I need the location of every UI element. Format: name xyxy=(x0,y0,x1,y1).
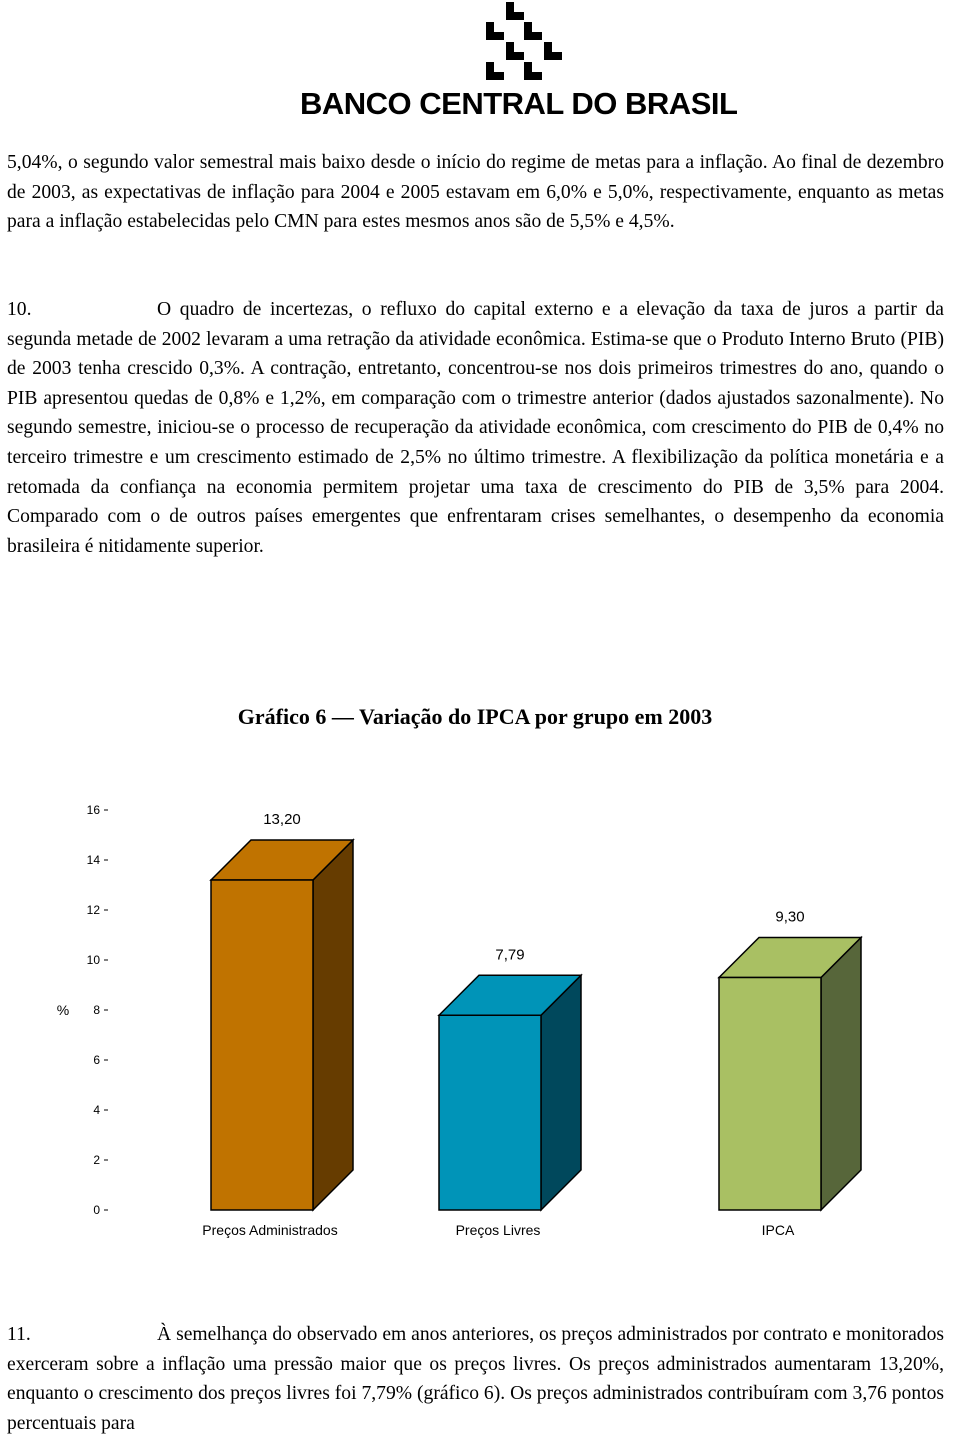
y-axis-label: % xyxy=(56,1002,70,1018)
paragraph-number: 11. xyxy=(7,1324,31,1345)
y-tick-label: 14 xyxy=(86,853,100,867)
bar-data-label: 9,30 xyxy=(775,908,805,926)
y-tick-label: 2 xyxy=(93,1153,100,1167)
paragraph-10 xyxy=(7,295,944,561)
x-category-label: Preços Administrados xyxy=(202,1222,338,1238)
y-tick-label: 4 xyxy=(93,1103,100,1117)
bar-side xyxy=(821,938,861,1211)
y-tick-label: 16 xyxy=(86,803,100,817)
banco-central-logo-icon xyxy=(480,2,575,84)
paragraph-text: À semelhança do observado em anos anteriores, os preços administrados por contrato e monitorados exerceram sobre a inflação uma pressão maior que os preços livres. Os preços administrados aumentaram 13,20%, enquanto o crescimento dos preços livres foi 7,79% (gráfico 6). Os preços administrados contribuíram com 3,76 pontos percentuais para xyxy=(7,1324,944,1434)
y-tick-label: 6 xyxy=(93,1053,100,1067)
bar-data-label: 7,79 xyxy=(495,946,525,964)
chart-title: Gráfico 6 — Variação do IPCA por grupo em 2003 xyxy=(237,704,713,729)
paragraph-text: O quadro de incertezas, o refluxo do capital externo e a elevação da taxa de juros a partir da segunda metade de 2002 levaram a uma retração da atividade econômica. Estima-se que o Produto Interno Bruto (PIB) de 2003 tenha crescido 0,3%. A contração, entretanto, concentrou-se nos dois primeiros trimestres do ano, quando o PIB apresentou quedas de 0,8% e 1,2%, em comparação com o trimestre anterior (dados ajustados sazonalmente). No segundo semestre, iniciou-se o processo de recuperação da atividade econômica, com crescimento do PIB de 0,4% no terceiro trimestre e um crescimento estimado de 2,5% no último trimestre. A flexibilização da política monetária e a retomada da confiança na economia permitem projetar uma taxa de crescimento do PIB de 3,5% para 2004. Comparado com o de outros países emergentes que enfrentaram crises semelhantes, o desempenho da economia brasileira é nitidamente superior. xyxy=(7,299,944,557)
y-tick-label: 8 xyxy=(93,1003,100,1017)
bank-name: BANCO CENTRAL DO BRASIL xyxy=(300,86,738,121)
x-category-label: IPCA xyxy=(761,1222,795,1238)
paragraph-11 xyxy=(7,1320,944,1438)
bar xyxy=(439,1015,541,1210)
bar xyxy=(211,880,313,1210)
bar-chart xyxy=(0,790,960,1250)
bar-data-label: 13,20 xyxy=(263,811,301,828)
page-header xyxy=(0,0,960,130)
y-tick-label: 10 xyxy=(86,953,100,967)
bar-side xyxy=(541,975,581,1210)
x-category-label: Preços Livres xyxy=(455,1222,541,1238)
bar-side xyxy=(313,840,353,1210)
paragraph-1: 5,04%, o segundo valor semestral mais baixo desde o início do regime de metas para a inflação. Ao final de dezembro de 2003, as expectativas de inflação para 2004 e 2005 estavam em 6,0% e 5,0%, respectivamente, enquanto as metas para a inflação estabelecidas pelo CMN para estes mesmos anos são de 5,5% e 4,5%. xyxy=(7,152,944,233)
y-tick-label: 0 xyxy=(93,1203,100,1217)
bar xyxy=(719,978,821,1211)
y-tick-label: 12 xyxy=(86,903,100,917)
paragraph-number: 10. xyxy=(7,299,32,320)
